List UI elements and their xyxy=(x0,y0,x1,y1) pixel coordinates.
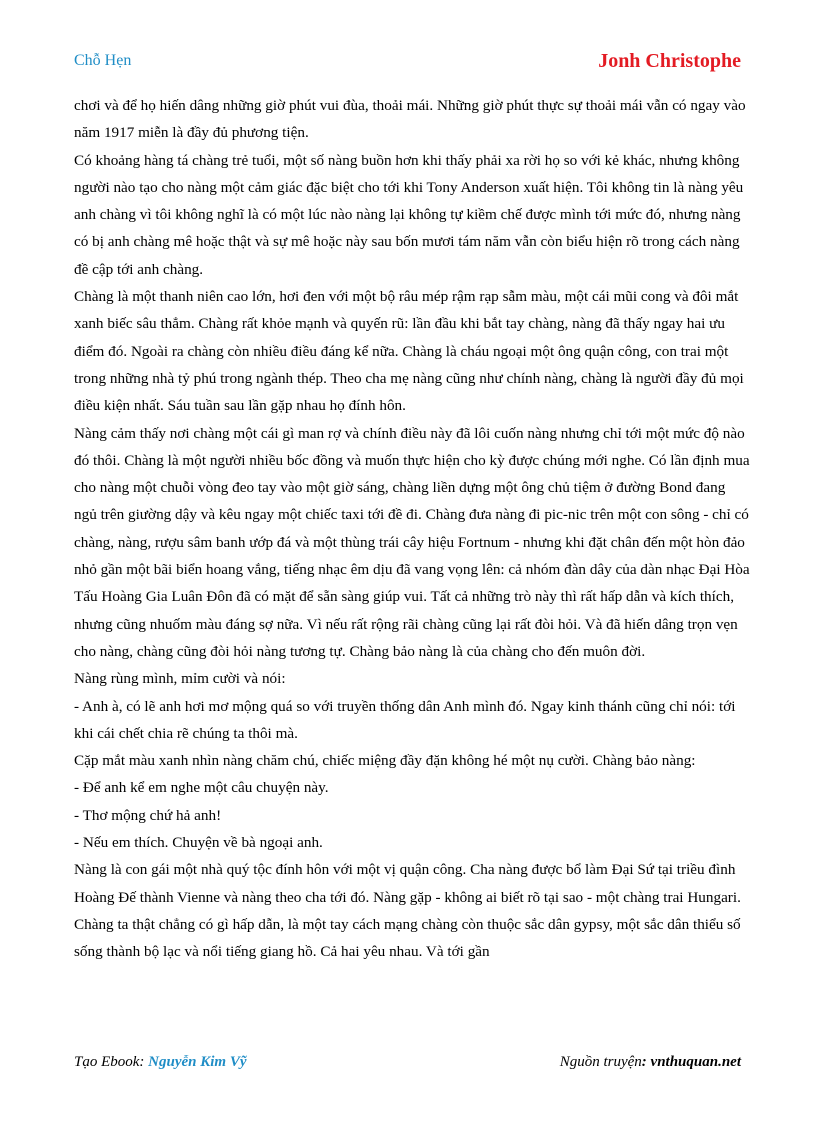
dialogue-line: - Nếu em thích. Chuyện về bà ngoại anh. xyxy=(74,834,323,852)
dialogue-line: - Để anh kể em nghe một câu chuyện này. xyxy=(74,779,329,797)
source-credit xyxy=(560,1054,741,1071)
source-site: vnthuquan.net xyxy=(650,1054,741,1070)
source-label: Nguồn truyện xyxy=(559,1054,642,1070)
ebook-separator: : xyxy=(139,1054,149,1070)
paragraph: Có khoảng hàng tá chàng trẻ tuổi, một số nàng buồn hơn khi thấy phải xa rời họ so với kẻ khác, nhưng không người nào tạo cho nàng một cảm giác đặc biệt cho tới khi Tony Anderson xuất hiện. Tôi không tin là nàng yêu anh chàng vì tôi không nghĩ là có một lúc nào nàng lại không tự kiềm chế được mình tới mức đó, nhưng nàng có bị anh chàng mê hoặc thật và sự mê hoặc này sau bốn mươi tám năm vẫn còn biểu hiện rõ trong cách nàng đề cập tới anh chàng. xyxy=(74,151,744,278)
dialogue-line: - Thơ mộng chứ hả anh! xyxy=(74,806,222,824)
paragraph: Cặp mắt màu xanh nhìn nàng chăm chú, chiếc miệng đầy đặn không hé một nụ cười. Chàng bảo nàng: xyxy=(74,752,696,770)
page-header xyxy=(74,50,741,76)
page-body xyxy=(74,92,750,966)
paragraph: Chàng là một thanh niên cao lớn, hơi đen với một bộ râu mép rậm rạp sẫm màu, một cái mũi cong và đôi mắt xanh biếc sâu thẳm. Chàng rất khỏe mạnh và quyến rũ: lần đầu khi bắt tay chàng, nàng đã thấy ngay hai ưu điểm đó. Ngoài ra chàng còn nhiều điều đáng kể nữa. Chàng là cháu ngoại một ông quận công, con trai một trong những nhà tỷ phú trong ngành thép. Theo cha mẹ nàng cũng như chính nàng, chàng là người đầy đủ mọi điều kiện nhất. Sáu tuần sau lần gặp nhau họ đính hôn. xyxy=(74,288,744,415)
paragraph: Nàng là con gái một nhà quý tộc đính hôn với một vị quận công. Cha nàng được bổ làm Đại Sứ tại triều đình Hoàng Đế thành Vienne và nàng theo cha tới đó. Nàng gặp - không ai biết rõ tại sao - một chàng trai Hungari. Chàng ta thật chẳng có gì hấp dẫn, là một tay cách mạng chàng còn thuộc sắc dân gypsy, một sắc dân thiểu số sống thành bộ lạc và nổi tiếng giang hồ. Cả hai yêu nhau. Và tới gần xyxy=(74,861,741,961)
ebook-creator-name: Nguyễn Kim Vỹ xyxy=(148,1054,247,1070)
source-separator: : xyxy=(641,1054,651,1070)
ebook-credit xyxy=(74,1054,247,1071)
paragraph: Nàng rùng mình, mỉm cười và nói: xyxy=(74,670,286,688)
ebook-label: Tạo Ebook xyxy=(74,1054,140,1070)
dialogue-line: - Anh à, có lẽ anh hơi mơ mộng quá so với truyền thống dân Anh mình đó. Ngay kinh thánh cũng chỉ nói: tới khi cái chết chia rẽ chúng ta thôi mà. xyxy=(74,697,736,742)
paragraph: chơi và để họ hiến dâng những giờ phút vui đùa, thoải mái. Những giờ phút thực sự thoải mái vẫn có ngay vào năm 1917 miễn là đầy đủ phương tiện. xyxy=(74,97,746,142)
author-name: Jonh Christophe xyxy=(598,50,741,72)
book-title: Chỗ Hẹn xyxy=(74,52,132,69)
paragraph: Nàng cảm thấy nơi chàng một cái gì man rợ và chính điều này đã lôi cuốn nàng nhưng chỉ tới một mức độ nào đó thôi. Chàng là một người nhiều bốc đồng và muốn thực hiện cho kỳ được chúng mới nghe. Có lần định mua cho nàng một chuỗi vòng đeo tay vào một giờ sáng, chàng liền dựng một ông chủ tiệm ở đường Bond đang ngủ trên giường dậy và kêu ngay một chiếc taxi tới đề đi. Chàng đưa nàng đi pic-nic trên một con sông - chỉ có chàng, nàng, rượu sâm banh ướp đá và một thùng trái cây hiệu Fortnum - nhưng khi đặt chân đến một hòn đảo nhỏ gần một bãi biển hoang vắng, tiếng nhạc êm dịu đã vang vọng lên: cả nhóm đàn dây của dàn nhạc Đại Hòa Tấu Hoàng Gia Luân Đôn đã có mặt để sẵn sàng giúp vui. Tất cả những trò này thì rất hấp dẫn và kích thích, nhưng cũng nhuốm màu đáng sợ nữa. Vì nếu rất rộng rãi chàng cũng lại rất đòi hỏi. Và đã hiến dâng trọn vẹn cho nàng, chàng cũng đòi hỏi nàng tương tự. Chàng bảo nàng là của chàng cho đến muôn đời. xyxy=(74,424,750,660)
